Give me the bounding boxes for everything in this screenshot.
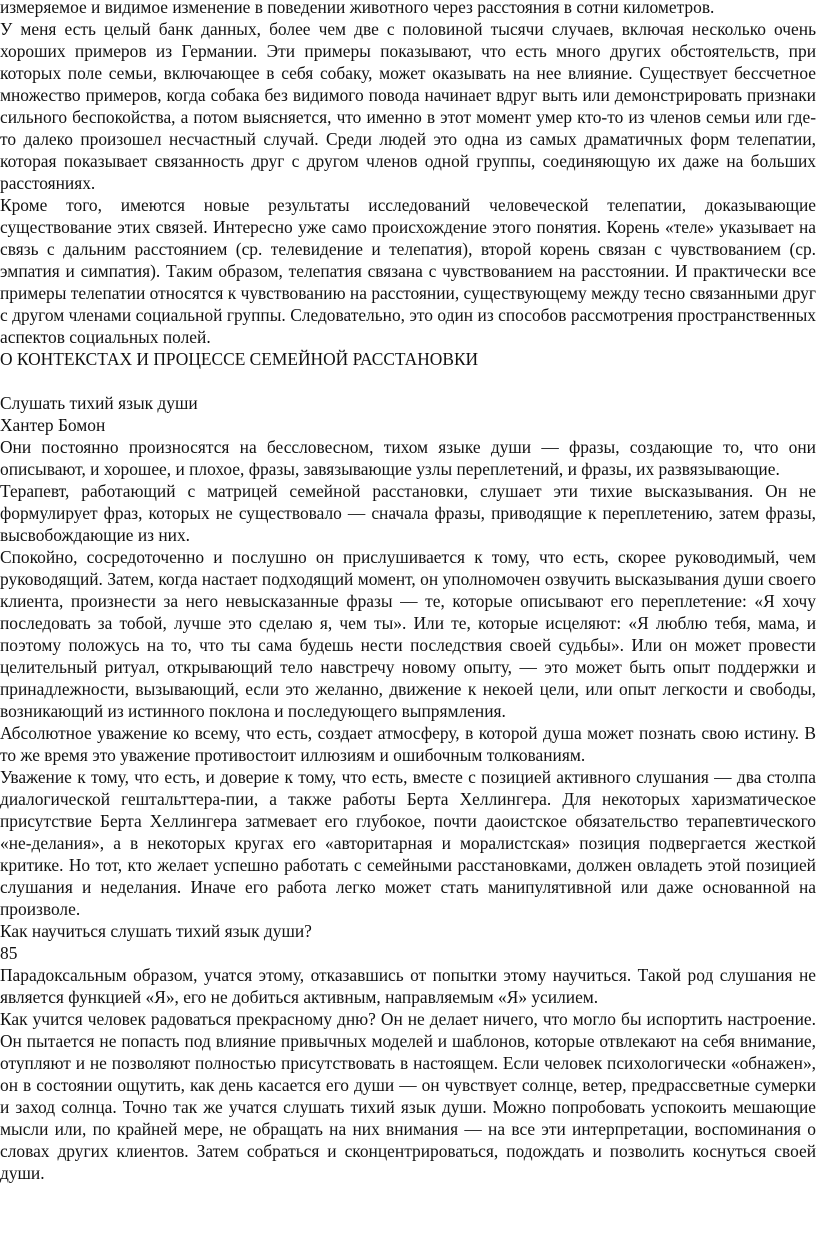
article-paragraph-1: Они постоянно произносятся на бессловесном, тихом языке души — фразы, создающие то, что они описывают, и хорошее, и плохое, фразы, завязывающие узлы переплетений, и фразы, их развязывающие. — [0, 437, 816, 479]
blank-line — [0, 370, 816, 392]
intro-paragraph-3: Кроме того, имеются новые результаты исследований человеческой телепатии, доказывающие существование этих связей. Интересно уже само происхождение этого понятия. Корень «теле» указывает на связь с дальним расстоянием (ср. телевидение и телепатия), второй корень связан с чувствованием (ср. эмпатия и симпатия). Таким образом, телепатия связана с чувствованием на расстоянии. И практически все примеры телепатии относятся к чувствованию на расстоянии, существующему между тесно связанными друг с другом членами социальной группы. Следовательно, это один из способов рассмотрения пространственных аспектов социальных полей. — [0, 195, 816, 347]
intro-paragraph-1: измеряемое и видимое изменение в поведении животного через расстояния в сотни километров. — [0, 0, 715, 17]
closing-paragraph-2: Как учится человек радоваться прекрасному дню? Он не делает ничего, что могло бы испортить настроение. Он пытается не попасть под влияние привычных моделей и шаблонов, которые отвлекают на себя внимание, отупляют и не позволяют полностью присутствовать в настоящем. Если человек психологически «обнажен», он в состоянии ощутить, как день касается его души — он чувствует солнце, ветер, предрассветные сумерки и заход солнца. Точно так же учатся слушать тихий язык души. Можно попробовать успокоить мешающие мысли или, по крайней мере, не обращать на них внимания — на все эти интерпретации, воспоминания о словах других клиентов. Затем собраться и сконцентрироваться, подождать и позволить коснуться своей души. — [0, 1009, 816, 1183]
article-paragraph-5: Уважение к тому, что есть, и доверие к тому, что есть, вместе с позицией активного слушания — два столпа диалогической гештальттера-пии, а также работы Берта Хеллингера. Для некоторых харизматическое присутствие Берта Хеллингера затмевает его глубокое, почти даоистское обязательство терапевтического «не-делания», а в некоторых кругах его «авторитарная и моралистская» позиция подвергается жесткой критике. Но тот, кто желает успешно работать с семейными расстановками, должен овладеть этой позицией слушания и неделания. Иначе его работа легко может стать манипулятивной или даже основанной на произволе. — [0, 767, 816, 919]
article-paragraph-2: Терапевт, работающий с матрицей семейной расстановки, слушает эти тихие высказывания. Он не формулирует фраз, которых не существовало — сначала фразы, приводящие к переплетению, затем фразы, высвобождающие из них. — [0, 481, 816, 545]
article-paragraph-3: Спокойно, сосредоточенно и послушно он прислушивается к тому, что есть, скорее руководимый, чем руководящий. Затем, когда настает подходящий момент, он уполномочен озвучить высказывания души своего клиента, произнести за него невысказанные фразы — те, которые описывают его переплетение: «Я хочу последовать за тобой, лучше это сделаю я, чем ты». Или те, которые исцеляют: «Я люблю тебя, мама, и поэтому положусь на то, что ты сама будешь нести последствия своей судьбы». Или он может провести целительный ритуал, открывающий тело навстречу новому опыту, — это может быть опыт поддержки и принадлежности, вызывающий, если это желанно, движение к некоей цели, или опыт легкости и свободы, возникающий из истинного поклона и последующего выпрямления. — [0, 547, 816, 721]
closing-paragraph-1: Парадоксальным образом, учатся этому, отказавшись от попытки этому научиться. Такой род слушания не является функцией «Я», его не добиться активным, направляемым «Я» усилием. — [0, 965, 816, 1007]
article-author: Хантер Бомон — [0, 415, 106, 435]
question-heading: Как научиться слушать тихий язык души? — [0, 921, 312, 941]
article-paragraph-4: Абсолютное уважение ко всему, что есть, создает атмосферу, в которой душа может познать свою истину. В то же время это уважение противостоит иллюзиям и ошибочным толкованиям. — [0, 723, 816, 765]
intro-paragraph-2: У меня есть целый банк данных, более чем две с половиной тысячи случаев, включая несколько очень хороших примеров из Германии. Эти примеры показывают, что есть много других обстоятельств, при которых поле семьи, включающее в себя собаку, может оказывать на нее влияние. Существует бессчетное множество примеров, когда собака без видимого повода начинает вдруг выть или демонстрировать признаки сильного беспокойства, а потом выясняется, что именно в этот момент умер кто-то из членов семьи или где-то далеко произошел несчастный случай. Среди людей это одна из самых драматичных форм телепатии, которая показывает связанность друг с другом членов одной группы, соединяющую их даже на больших расстояниях. — [0, 19, 816, 193]
section-heading: О КОНТЕКСТАХ И ПРОЦЕССЕ СЕМЕЙНОЙ РАССТАНОВКИ — [0, 349, 479, 369]
article-title: Слушать тихий язык души — [0, 393, 198, 413]
page-number: 85 — [0, 943, 18, 963]
